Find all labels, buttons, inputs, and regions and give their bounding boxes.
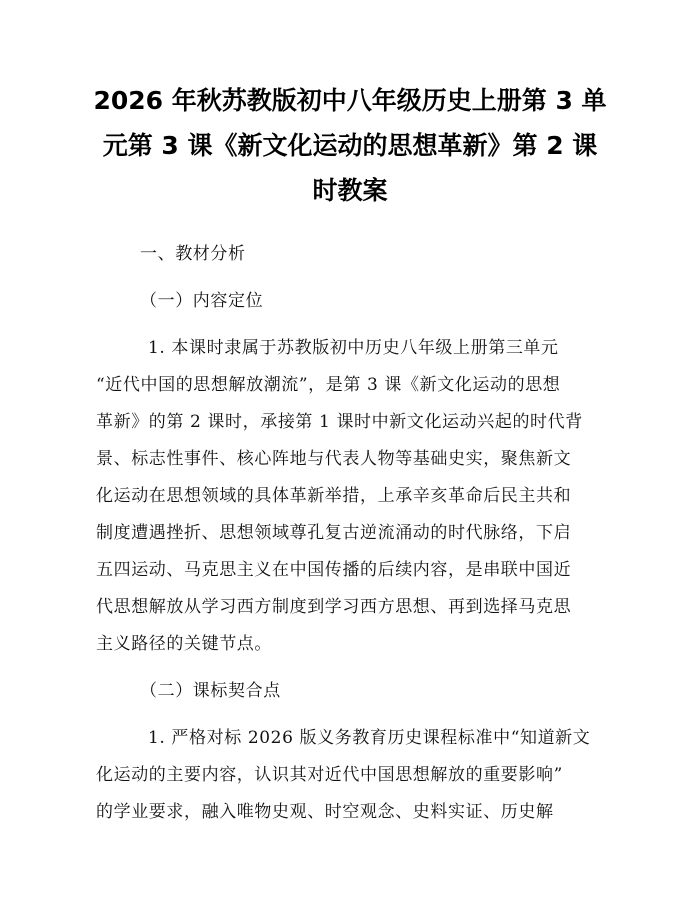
- document-title: [90, 78, 610, 213]
- paragraph-line: 景、标志性事件、核心阵地与代表人物等基础史实，聚焦新文: [96, 449, 572, 469]
- paragraph-line: 制度遭遇挫折、思想领域尊孔复古逆流涌动的时代脉络，下启: [96, 523, 572, 543]
- paragraph-line: 化运动的主要内容，认识其对近代中国思想解放的重要影响”: [96, 765, 563, 785]
- subsection-heading: （一）内容定位: [140, 291, 264, 311]
- section-heading: 一、教材分析: [140, 244, 246, 264]
- title-line: 2026 年秋苏教版初中八年级历史上册第 3 单: [93, 86, 607, 115]
- paragraph-line: 代思想解放从学习西方制度到学习西方思想、再到选择马克思: [96, 597, 572, 617]
- paragraph-line: 1. 严格对标 2026 版义务教育历史课程标准中“知道新文: [148, 728, 591, 748]
- paragraph-line: 主义路径的关键节点。: [96, 634, 272, 654]
- paragraph-line: 五四运动、马克思主义在中国传播的后续内容，是串联中国近: [96, 560, 572, 580]
- paragraph-line: 1. 本课时隶属于苏教版初中历史八年级上册第三单元: [148, 338, 559, 358]
- subsection-heading: （二）课标契合点: [140, 681, 281, 701]
- paragraph-line: 革新》的第 2 课时，承接第 1 课时中新文化运动兴起的时代背: [96, 412, 583, 432]
- paragraph-line: “近代中国的思想解放潮流”，是第 3 课《新文化运动的思想: [96, 375, 561, 395]
- paragraph-line: 的学业要求，融入唯物史观、时空观念、史料实证、历史解: [96, 802, 554, 822]
- title-line: 元第 3 课《新文化运动的思想革新》第 2 课: [102, 131, 598, 160]
- title-line: 时教案: [312, 176, 388, 205]
- paragraph-line: 化运动在思想领域的具体革新举措，上承辛亥革命后民主共和: [96, 486, 572, 506]
